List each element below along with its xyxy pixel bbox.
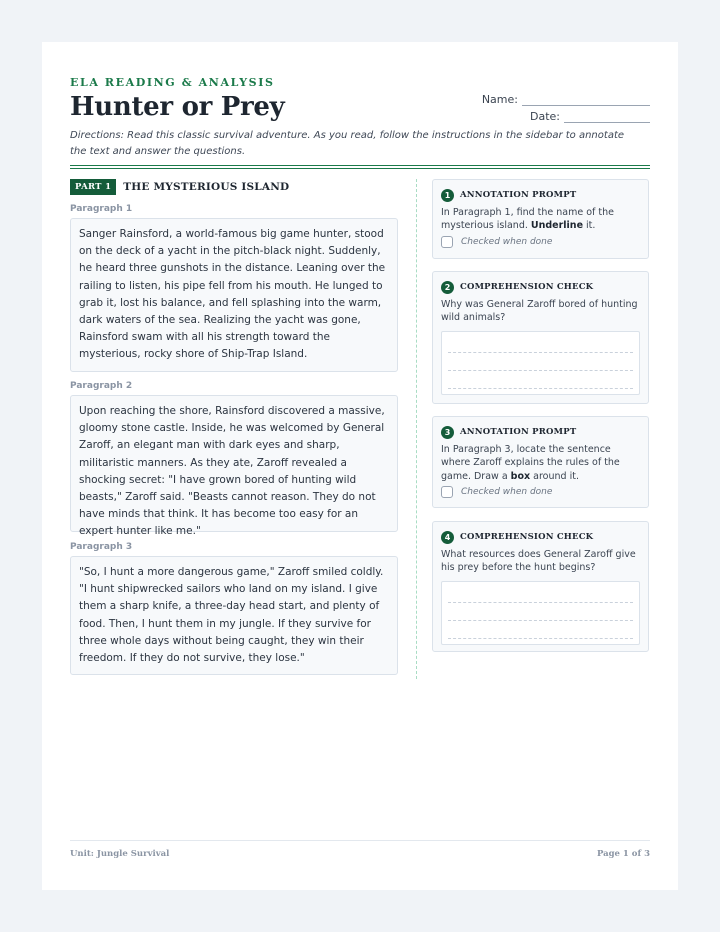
part-title: THE MYSTERIOUS ISLAND [123,181,290,193]
annotation-prompt-card-1 [432,179,649,259]
card-3-text-before: In Paragraph 3, locate the sentence where Zaroff explains the rules of the game. Draw a [441,444,620,482]
card-3-text-after: around it. [530,470,579,482]
header-divider-thin [70,168,650,169]
card-1-check[interactable] [441,236,640,248]
paragraph-3-text: "So, I hunt a more dangerous game," Zaroff smiled coldly. "I hunt shipwrecked sailors who land on my island. I give them a sharp knife, a three-day head start, and plenty of food. Then, I hunt them in my jungle. If they survive for three whole days without being caught, they win their freedom. If they do not survive, they lose." [79,566,384,665]
card-2-header [441,280,640,294]
paragraph-3-box [70,556,398,675]
card-4-answer-box[interactable] [441,581,640,645]
card-2-answer-box[interactable] [441,331,640,395]
card-1-checkbox[interactable] [441,236,453,248]
header-divider [70,165,650,166]
answer-line [448,388,633,389]
directions-text: Directions: Read this classic survival adventure. As you read, follow the instructions in the sidebar to annotate the text and answer the questions. [70,130,625,157]
paragraph-1-label: Paragraph 1 [70,204,133,214]
card-1-text-before: In Paragraph 1, find the name of the mysterious island. [441,207,614,232]
paragraph-2-label: Paragraph 2 [70,381,133,391]
card-4-text: What resources does General Zaroff give his prey before the hunt begins? [441,549,636,574]
footer-divider [70,840,650,841]
paragraph-3-label: Paragraph 3 [70,542,133,552]
annotation-prompt-card-3 [432,416,649,508]
card-3-title: ANNOTATION PROMPT [460,427,577,437]
page-title: Hunter or Prey [70,92,285,122]
paragraph-2-text: Upon reaching the shore, Rainsford discovered a massive, gloomy stone castle. Inside, he was welcomed by General Zaroff, an elegant man with dark eyes and sharp, militaristic manners. As they ate, Zaroff revealed a shocking secret: "I have grown bored of hunting wild beasts," Zaroff said. "Beasts cannot reason. They do not have minds that think. It has become too easy for an expert hunter like me." [79,405,385,538]
paragraph-1-box [70,218,398,372]
card-1-check-label: Checked when done [461,236,553,247]
card-3-text [441,443,640,483]
date-line[interactable] [564,111,650,123]
card-3-emphasis: box [510,470,531,482]
answer-line [448,352,633,353]
card-1-title: ANNOTATION PROMPT [460,190,577,200]
paragraph-2-box [70,395,398,538]
answer-line [448,638,633,639]
comprehension-check-card-4 [432,521,649,652]
name-line[interactable] [522,94,650,106]
footer-page-number: Page 1 of 3 [596,849,650,859]
name-label: Name: [481,93,518,106]
card-1-text [441,206,640,233]
card-2-title: COMPREHENSION CHECK [460,282,594,292]
card-1-header [441,188,640,202]
part-badge: PART 1 [70,179,116,195]
comprehension-check-card-2 [432,271,649,404]
card-3-check-label: Checked when done [461,486,553,497]
date-label: Date: [530,110,560,123]
card-2-number: 2 [441,281,454,294]
card-4-header [441,530,640,544]
subject-tag: ELA READING & ANALYSIS [70,76,275,89]
answer-line [448,370,633,371]
card-1-text-after: it. [583,220,596,232]
card-3-checkbox[interactable] [441,486,453,498]
card-1-number: 1 [441,189,454,202]
card-3-number: 3 [441,426,454,439]
card-1-emphasis: Underline [530,220,584,232]
date-field[interactable] [530,110,650,123]
paragraph-1-text: Sanger Rainsford, a world-famous big game hunter, stood on the deck of a yacht in the pitch-black night. Suddenly, he heard three gunshots in the distance. Leaning over the railing to listen, his pipe fell from his mouth. He lunged to grab it, lost his balance, and fell splashing into the warm, dark waters of the sea. Realizing the yacht was gone, Rainsford swam with all his strength toward the mysterious, rocky shore of Ship-Trap Island. [79,228,386,361]
card-3-header [441,425,640,439]
card-2-text: Why was General Zaroff bored of hunting wild animals? [441,299,638,324]
name-field[interactable] [482,93,650,106]
card-3-check[interactable] [441,486,640,498]
footer-unit: Unit: Jungle Survival [70,849,170,859]
card-4-number: 4 [441,531,454,544]
column-divider [416,179,417,679]
card-4-title: COMPREHENSION CHECK [460,532,594,542]
worksheet-page [42,42,678,890]
part-heading [70,179,289,195]
answer-line [448,602,633,603]
answer-line [448,620,633,621]
